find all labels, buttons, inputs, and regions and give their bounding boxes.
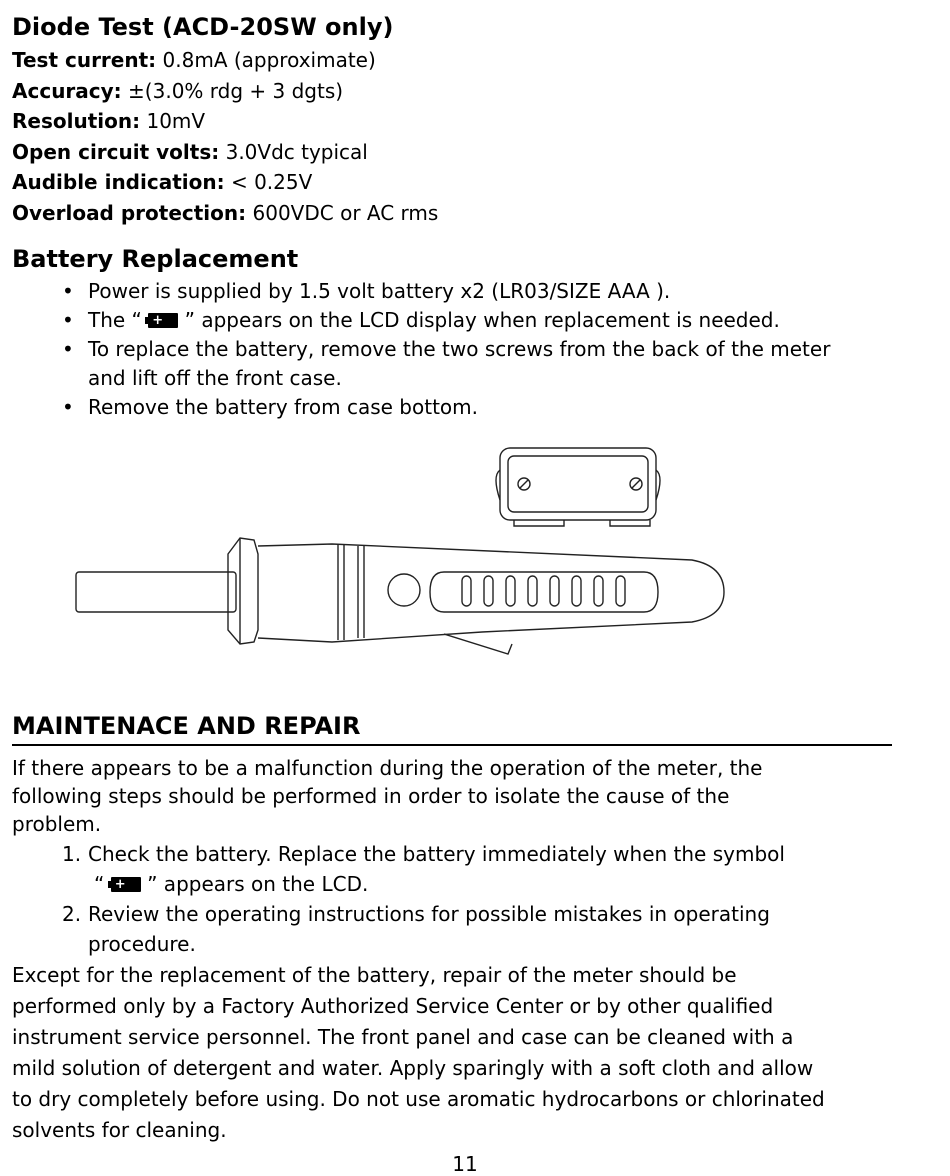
list-item	[62, 306, 942, 335]
meter-illustration	[52, 436, 772, 676]
battery-bullet-list	[12, 277, 942, 422]
text-line: solvents for cleaning.	[12, 1118, 227, 1142]
spec-row	[12, 76, 438, 107]
spec-label: Audible indication:	[12, 170, 225, 194]
spec-row	[12, 106, 438, 137]
maintenance-intro	[12, 754, 762, 838]
list-item	[62, 335, 942, 393]
list-item-text: To replace the battery, remove the two screws from the back of the meter	[88, 337, 831, 361]
low-battery-icon: +	[148, 313, 178, 328]
text-line: problem.	[12, 812, 102, 836]
list-item-text: ” appears on the LCD display when replacement is needed.	[178, 308, 780, 332]
spec-value: 3.0Vdc typical	[219, 139, 368, 164]
spec-label: Open circuit volts:	[12, 139, 220, 164]
maintenance-closing	[12, 960, 825, 1146]
list-item	[62, 839, 942, 899]
spec-label: Accuracy:	[12, 78, 122, 103]
spec-value: ±(3.0% rdg + 3 dgts)	[121, 78, 344, 103]
list-item-text: ” appears on the LCD.	[140, 872, 369, 896]
spec-value: 10mV	[140, 109, 206, 133]
spec-row	[12, 137, 438, 168]
text-line: instrument service personnel. The front panel and case can be cleaned with a	[12, 1025, 794, 1049]
text-line	[88, 869, 942, 899]
spec-row	[12, 198, 438, 229]
spec-value: 0.8mA (approximate)	[156, 48, 376, 72]
text-line: If there appears to be a malfunction during the operation of the meter, the	[12, 756, 763, 780]
battery-replacement-heading: Battery Replacement	[12, 245, 299, 273]
quote-open: “	[94, 872, 105, 896]
step-number: 2.	[62, 902, 82, 926]
text-line: performed only by a Factory Authorized Service Center or by other qualified	[12, 994, 774, 1018]
list-item-text: and lift off the front case.	[88, 366, 342, 390]
list-item: • Power is supplied by 1.5 volt battery x2 (LR03/SIZE AAA ).	[62, 277, 942, 306]
section-divider	[12, 744, 892, 746]
text-line: Check the battery. Replace the battery immediately when the symbol	[88, 842, 785, 866]
page-number: 11	[452, 1152, 478, 1176]
spec-value: < 0.25V	[224, 170, 313, 194]
text-line: to dry completely before using. Do not use aromatic hydrocarbons or chlorinated	[12, 1087, 825, 1111]
low-battery-icon: +	[111, 877, 141, 892]
diode-spec-list	[12, 45, 438, 228]
meter-body-icon	[76, 538, 724, 654]
step-number: 1.	[62, 842, 82, 866]
spec-row	[12, 167, 438, 198]
spec-label: Test current:	[12, 48, 157, 72]
text-line: Review the operating instructions for possible mistakes in operating	[88, 902, 770, 926]
text-line: following steps should be performed in order to isolate the cause of the	[12, 784, 730, 808]
list-item: • Remove the battery from case bottom.	[62, 393, 942, 422]
maintenance-steps	[12, 839, 942, 959]
spec-value: 600VDC or AC rms	[246, 200, 439, 225]
diode-test-heading: Diode Test (ACD-20SW only)	[12, 13, 394, 41]
text-line: procedure.	[88, 932, 196, 956]
spec-row	[12, 45, 438, 76]
text-line: mild solution of detergent and water. Apply sparingly with a soft cloth and allow	[12, 1056, 814, 1080]
battery-cover-icon	[496, 448, 660, 526]
list-item	[62, 899, 942, 959]
spec-label: Resolution:	[12, 109, 141, 133]
spec-label: Overload protection:	[12, 200, 247, 225]
maintenance-heading: MAINTENACE AND REPAIR	[12, 712, 361, 740]
text-line: Except for the replacement of the battery, repair of the meter should be	[12, 963, 737, 987]
quote-open: The “	[88, 308, 142, 332]
